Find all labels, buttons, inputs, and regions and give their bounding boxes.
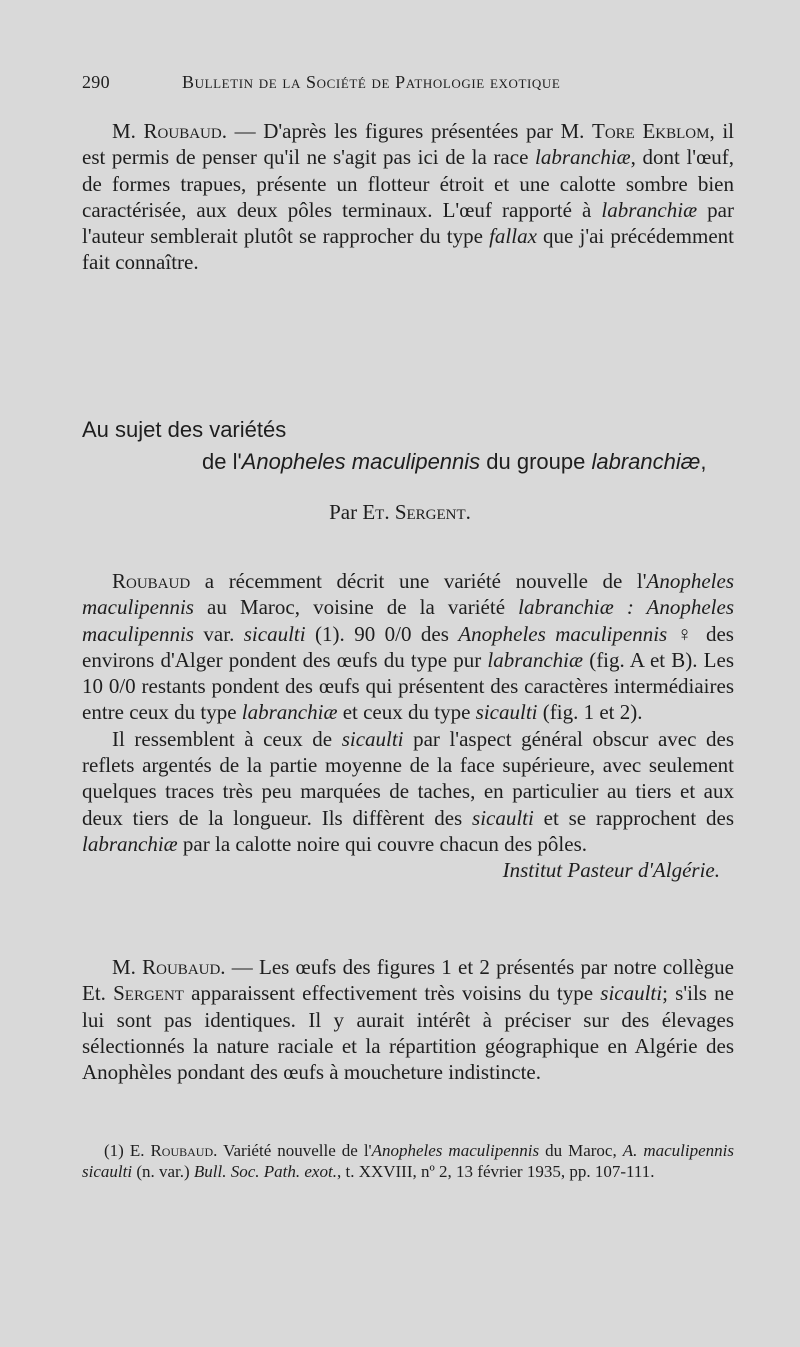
text: — Les œufs des figures 1 et 2 présentés par notre collègue Et. [82,955,734,1006]
institution-signature: Institut Pasteur d'Algérie. [502,858,720,883]
text: (fig. 1 et 2). [537,700,643,725]
text: au Maroc, voisine de la variété [193,595,519,620]
author-name: Et. Sergent. [362,500,471,524]
text: et se rapprochent des [533,805,734,830]
title-line-1: Au sujet des variétés [82,417,287,442]
text: Il ressemblent à ceux de [112,726,342,751]
taxon: sicaulti [341,726,404,751]
speaker: M. Roubaud. [112,119,227,143]
paragraph-1 [82,568,734,726]
person-name: Sergent [113,981,184,1006]
text: , il est permis de penser qu'il ne s'agit pas ici de la race [82,119,735,170]
article-body [82,568,734,884]
person-name: Roubaud [150,1141,214,1160]
paragraph [82,954,734,1085]
text: par l'aspect général obscur avec des reflets argentés de la partie moyenne de la face supérieure, avec seulement quelques traces très peu marquées de taches, en particulier au tiers et aux deux tiers de la longueur. Ils diffèrent des [82,726,734,830]
text: ♀ des environs d'Alger pondent des œufs du type pur [82,621,734,672]
article-title [82,414,734,478]
page-number: 290 [82,72,110,92]
text: (1) E. [104,1141,151,1160]
taxon: labranchiæ [535,145,631,170]
taxon: A. maculipennis sicaulti [82,1141,734,1181]
person-name: Roubaud [112,569,191,593]
taxon: sicaulti [243,621,306,646]
text: (fig. A et B). Les 10 0/0 restants pondent des œufs qui présentent des caractères intermédiaires entre ceux du type [82,647,734,725]
taxon: Anopheles maculipennis [371,1141,540,1160]
discussion-roubaud-1 [82,118,734,276]
taxon: labranchiæ [82,831,178,856]
text: et ceux du type [337,700,476,725]
text: ; s'ils ne lui sont pas identiques. Il y aurait intérêt à préciser sur des élevages sélectionnés la nature raciale et la répartition géographique en Algérie des Anophèles pondant des œufs à moucheture indistincte. [82,981,734,1085]
text: de l' [202,449,242,474]
footnote-1 [82,1140,734,1182]
text: , [700,449,707,474]
taxon: sicaulti [475,700,538,725]
speaker: M. Roubaud. [112,955,226,979]
taxon: labranchiæ [601,197,698,222]
title-line-2 [82,446,734,478]
taxon: Anopheles maculipennis [82,569,734,620]
text: a récemment décrit une variété nouvelle de l' [190,569,647,593]
byline [0,500,800,525]
text: du groupe [480,449,592,474]
taxon: sicaulti [472,805,534,830]
taxon: labranchiæ [591,449,701,474]
text: var. [193,621,244,646]
text: par la calotte noire qui couvre chacun des pôles. [177,831,588,856]
taxon: fallax [489,224,537,249]
text: par l'auteur semblerait plutôt se rapprocher du type [82,197,734,249]
taxon: labranchiæ [487,647,584,672]
discussion-roubaud-2 [82,954,734,1085]
taxon: sicaulti [600,981,663,1006]
journal-title: Bulletin de la Société de Pathologie exotique [182,72,561,92]
person-name: Tore Ekblom [592,119,710,143]
taxon: labranchiæ [241,700,338,725]
text: (n. var.) [132,1162,194,1181]
text: — D'après les figures présentées par M. [226,119,593,143]
paragraph [82,118,734,276]
taxon: labranchiæ : Anopheles maculipennis [82,595,735,646]
text: que j'ai précédemment fait connaître. [82,224,734,275]
taxon: Anopheles maculipennis [458,621,668,646]
text: du Maroc, [539,1141,623,1160]
text: (1). 90 0/0 des [305,621,459,646]
text: , dont l'œuf, de formes trapues, présente un flotteur étroit et une calotte sombre bien caractérisée, aux deux pôles terminaux. L'œuf rapporté à [82,145,734,222]
taxon: Anopheles maculipennis [241,449,481,474]
journal-abbrev: Bull. Soc. Path. exot. [193,1162,337,1181]
text: Par [329,500,363,524]
paragraph-2 [82,726,734,857]
text: apparaissent effectivement très voisins du type [183,981,601,1006]
footnote [82,1140,734,1182]
text: , t. XXVIII, nº 2, 13 février 1935, pp. 107-111. [336,1162,655,1181]
text: . Variété nouvelle de l' [213,1141,372,1160]
